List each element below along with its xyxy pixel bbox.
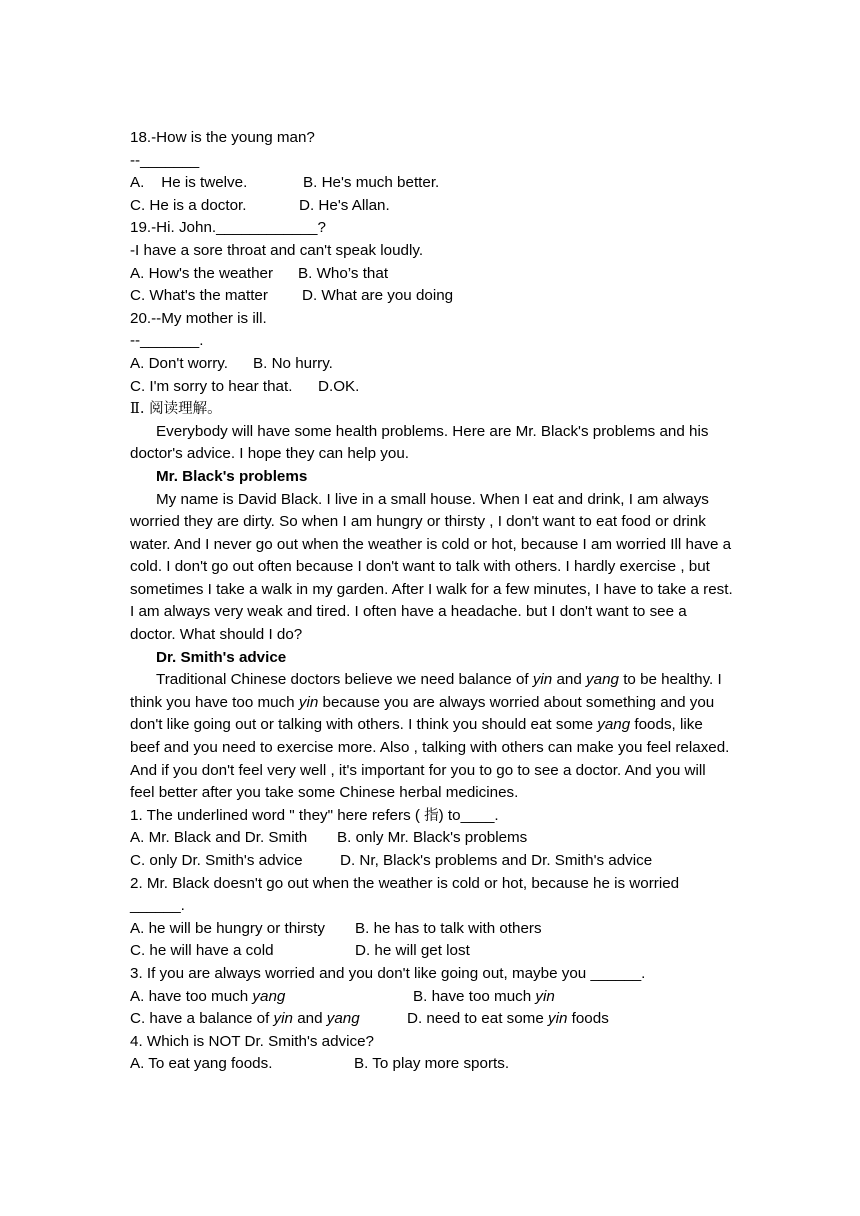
reading-question-1-options-cd <box>130 850 734 873</box>
reading-question-2-options-ab <box>130 918 734 941</box>
reading-question-1-stem <box>130 805 734 828</box>
option-a: A. He is twelve. <box>130 174 248 192</box>
question-19-stem: 19.-Hi. John.____________? <box>130 219 326 237</box>
option-c: C. I'm sorry to hear that. <box>130 377 293 395</box>
advice-text-part: and <box>552 671 587 689</box>
advice-text <box>130 669 734 805</box>
option-a: A. he will be hungry or thirsty <box>130 919 325 937</box>
option-d: D. He's Allan. <box>299 196 390 214</box>
option-d: D.OK. <box>318 377 360 395</box>
option-c: C. he will have a cold <box>130 942 274 960</box>
stem-chinese: 指 <box>424 807 439 824</box>
option-d: D. What are you doing <box>302 287 454 305</box>
option-b <box>413 986 555 1009</box>
option-b: B. No hurry. <box>253 354 333 372</box>
option-d: D. he will get lost <box>355 942 470 960</box>
option-text: A. have too much <box>130 987 253 1005</box>
option-c: C. What's the matter <box>130 287 268 305</box>
option-b: B. he has to talk with others <box>355 919 542 937</box>
option-text: C. have a balance of <box>130 1010 274 1028</box>
option-italic: yang <box>326 1010 360 1028</box>
reading-intro: Everybody will have some health problems. Here are Mr. Black's problems and his doctor's advice. I hope they can help you. <box>130 422 709 463</box>
option-italic: yin <box>535 987 555 1005</box>
advice-italic-yang: yang <box>586 671 619 689</box>
option-c: C. only Dr. Smith's advice <box>130 852 303 869</box>
option-b: B. He's much better. <box>303 174 440 192</box>
advice-title: Dr. Smith's advice <box>156 648 287 666</box>
problems-title: Mr. Black's problems <box>156 467 308 485</box>
option-text: B. have too much <box>413 987 536 1005</box>
reading-question-4-stem: 4. Which is NOT Dr. Smith's advice? <box>130 1032 375 1050</box>
question-18-options-ab <box>130 172 734 195</box>
option-text: foods <box>567 1010 609 1028</box>
reading-question-3-stem: 3. If you are always worried and you don't like going out, maybe you ______. <box>130 964 646 982</box>
reading-question-2-options-cd <box>130 940 734 963</box>
option-a: A. Mr. Black and Dr. Smith <box>130 829 308 847</box>
question-20-options-ab <box>130 353 734 376</box>
advice-text-part: because you are always worried about something and you don't like going out or talking with others. I think you should eat some <box>130 693 715 734</box>
option-italic: yang <box>252 987 286 1005</box>
option-d: D. Nr, Black's problems and Dr. Smith's advice <box>340 852 653 869</box>
advice-italic-yin: yin <box>532 671 553 689</box>
advice-italic-yang: yang <box>597 716 631 734</box>
reading-question-4-options-ab <box>130 1053 734 1076</box>
option-a: A. Don't worry. <box>130 354 228 372</box>
question-20-options-cd <box>130 376 734 399</box>
problems-text: My name is David Black. I live in a small house. When I eat and drink, I am always worried they are dirty. So when I am hungry or thirsty , I don't want to eat food or drink water. And I never go out when the weather is cold or hot, because I am worried Ill have a cold. I don't go out often because I don't want to talk with others. I hardly exercise , but sometimes I take a walk in my garden. After I walk for a few minutes, I have to take a rest. I am always very weak and tired. I often have a headache. but I don't want to see a doctor. What should I do? <box>130 490 733 644</box>
reading-question-1-options-ab <box>130 827 734 850</box>
option-text: and <box>292 1010 327 1028</box>
question-20-stem: 20.--My mother is ill. <box>130 309 267 327</box>
option-c: C. He is a doctor. <box>130 196 247 214</box>
option-a: A. To eat yang foods. <box>130 1055 273 1073</box>
option-b: B. To play more sports. <box>354 1055 510 1073</box>
option-b: B. only Mr. Black's problems <box>337 829 528 847</box>
question-18-stem: 18.-How is the young man? <box>130 129 315 146</box>
option-d <box>407 1008 609 1031</box>
option-a: A. How's the weather <box>130 264 274 282</box>
question-18-options-cd <box>130 195 734 218</box>
stem-text: ) to____. <box>438 806 499 824</box>
reading-question-2-stem: 2. Mr. Black doesn't go out when the weather is cold or hot, because he is worried <box>130 874 680 892</box>
question-19-options-ab <box>130 263 734 286</box>
option-a <box>130 986 413 1009</box>
advice-italic-yin: yin <box>298 693 319 711</box>
option-b: B. Who’s that <box>298 264 389 282</box>
question-19-reply: -I have a sore throat and can't speak loudly. <box>130 241 424 259</box>
advice-text-part: foods, like beef and you need to exercise more. Also , talking with others can make you feel relaxed. And if you don't feel very well , it's important for you to go to see a doctor. And you will feel better after you take some Chinese herbal medicines. <box>130 716 730 802</box>
section-heading: Ⅱ. 阅读理解。 <box>130 401 222 418</box>
reading-question-2-stem-cont: ______. <box>130 897 185 915</box>
question-18-blank: --_______ <box>130 151 200 169</box>
advice-text-part: to be healthy. I think you have too much <box>130 671 722 711</box>
option-italic: yin <box>548 1010 568 1028</box>
question-19-options-cd <box>130 285 734 308</box>
option-text: D. need to eat some <box>407 1010 548 1028</box>
stem-text: 1. The underlined word " they" here refers ( <box>130 806 425 824</box>
question-20-blank: --_______. <box>130 332 204 350</box>
option-italic: yin <box>273 1010 293 1028</box>
advice-text-part: Traditional Chinese doctors believe we need balance of <box>156 671 533 689</box>
reading-question-3-options-ab <box>130 986 734 1009</box>
option-c <box>130 1008 407 1031</box>
reading-question-3-options-cd <box>130 1008 734 1031</box>
